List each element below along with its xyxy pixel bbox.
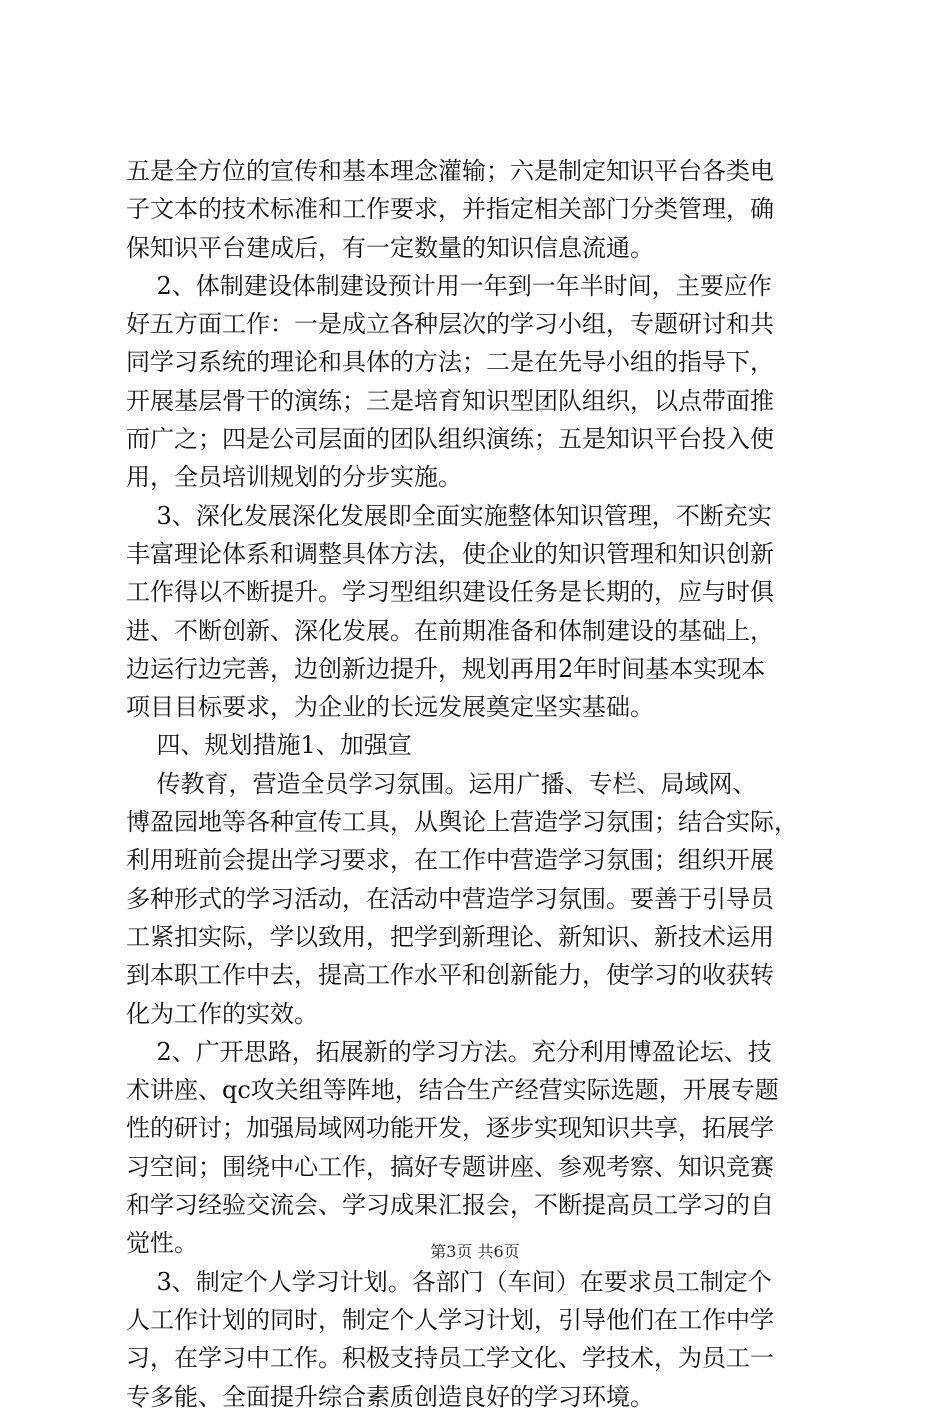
text-line: 术讲座、qc攻关组等阵地，结合生产经营实际选题，开展专题 [126, 1076, 779, 1105]
text-line: 3、制定个人学习计划。各部门（车间）在要求员工制定个 [126, 1267, 772, 1296]
text-line: 2、体制建设体制建设预计用一年到一年半时间，主要应作 [126, 271, 772, 300]
text-line: 工作得以不断提升。学习型组织建设任务是长期的，应与时俱 [126, 578, 774, 607]
text-line: 2、广开思路，拓展新的学习方法。充分利用博盈论坛、技 [126, 1037, 772, 1066]
text-line: 五是全方位的宣传和基本理念灌输；六是制定知识平台各类电 [126, 157, 774, 185]
text-line: 到本职工作中去，提高工作水平和创新能力，使学习的收获转 [126, 961, 774, 990]
text-line: 而广之；四是公司层面的团队组织演练；五是知识平台投入使 [126, 425, 774, 454]
text-line: 项目目标要求，为企业的长远发展奠定坚实基础。 [126, 693, 654, 722]
text-line: 利用班前会提出学习要求，在工作中营造学习氛围；组织开展 [126, 846, 774, 875]
text-line: 3、深化发展深化发展即全面实施整体知识管理，不断充实 [126, 501, 772, 530]
text-line: 习空间；围绕中心工作，搞好专题讲座、参观考察、知识竞赛 [126, 1152, 774, 1181]
text-line: 用，全员培训规划的分步实施。 [126, 463, 462, 492]
text-line: 觉性。 [126, 1229, 198, 1258]
text-line: 和学习经验交流会、学习成果汇报会，不断提高员工学习的自 [126, 1191, 774, 1220]
page-footer: 第3页 共6页 [430, 1242, 520, 1261]
text-line: 开展基层骨干的演练；三是培育知识型团队组织，以点带面推 [126, 386, 774, 415]
text-line: 丰富理论体系和调整具体方法，使企业的知识管理和知识创新 [126, 539, 774, 568]
text-line: 边运行边完善，边创新边提升，规划再用2年时间基本实现本 [126, 654, 766, 683]
text-line: 专多能、全面提升综合素质创造良好的学习环境。 [126, 1382, 654, 1411]
text-line: 四、规划措施1、加强宣 [126, 731, 412, 760]
text-line: 保知识平台建成后，有一定数量的知识信息流通。 [126, 233, 654, 262]
text-line: 进、不断创新、深化发展。在前期准备和体制建设的基础上， [126, 616, 774, 645]
text-line: 好五方面工作：一是成立各种层次的学习小组，专题研讨和共 [126, 310, 774, 339]
text-line: 博盈园地等各种宣传工具，从舆论上营造学习氛围；结合实际， [126, 808, 798, 837]
text-line: 化为工作的实效。 [126, 999, 318, 1028]
text-line: 传教育，营造全员学习氛围。运用广播、专栏、局域网、 [126, 769, 757, 798]
text-line: 习，在学习中工作。积极支持员工学文化、学技术，为员工一 [126, 1344, 774, 1373]
body-text [126, 152, 832, 1416]
text-line: 子文本的技术标准和工作要求，并指定相关部门分类管理，确 [126, 195, 774, 224]
text-line: 工紧扣实际，学以致用，把学到新理论、新知识、新技术运用 [126, 922, 774, 951]
text-line: 同学习系统的理论和具体的方法；二是在先导小组的指导下， [126, 348, 774, 377]
text-line: 性的研讨；加强局域网功能开发，逐步实现知识共享，拓展学 [126, 1114, 774, 1143]
text-line: 人工作计划的同时，制定个人学习计划，引导他们在工作中学 [126, 1305, 774, 1334]
text-line: 多种形式的学习活动，在活动中营造学习氛围。要善于引导员 [126, 884, 774, 913]
